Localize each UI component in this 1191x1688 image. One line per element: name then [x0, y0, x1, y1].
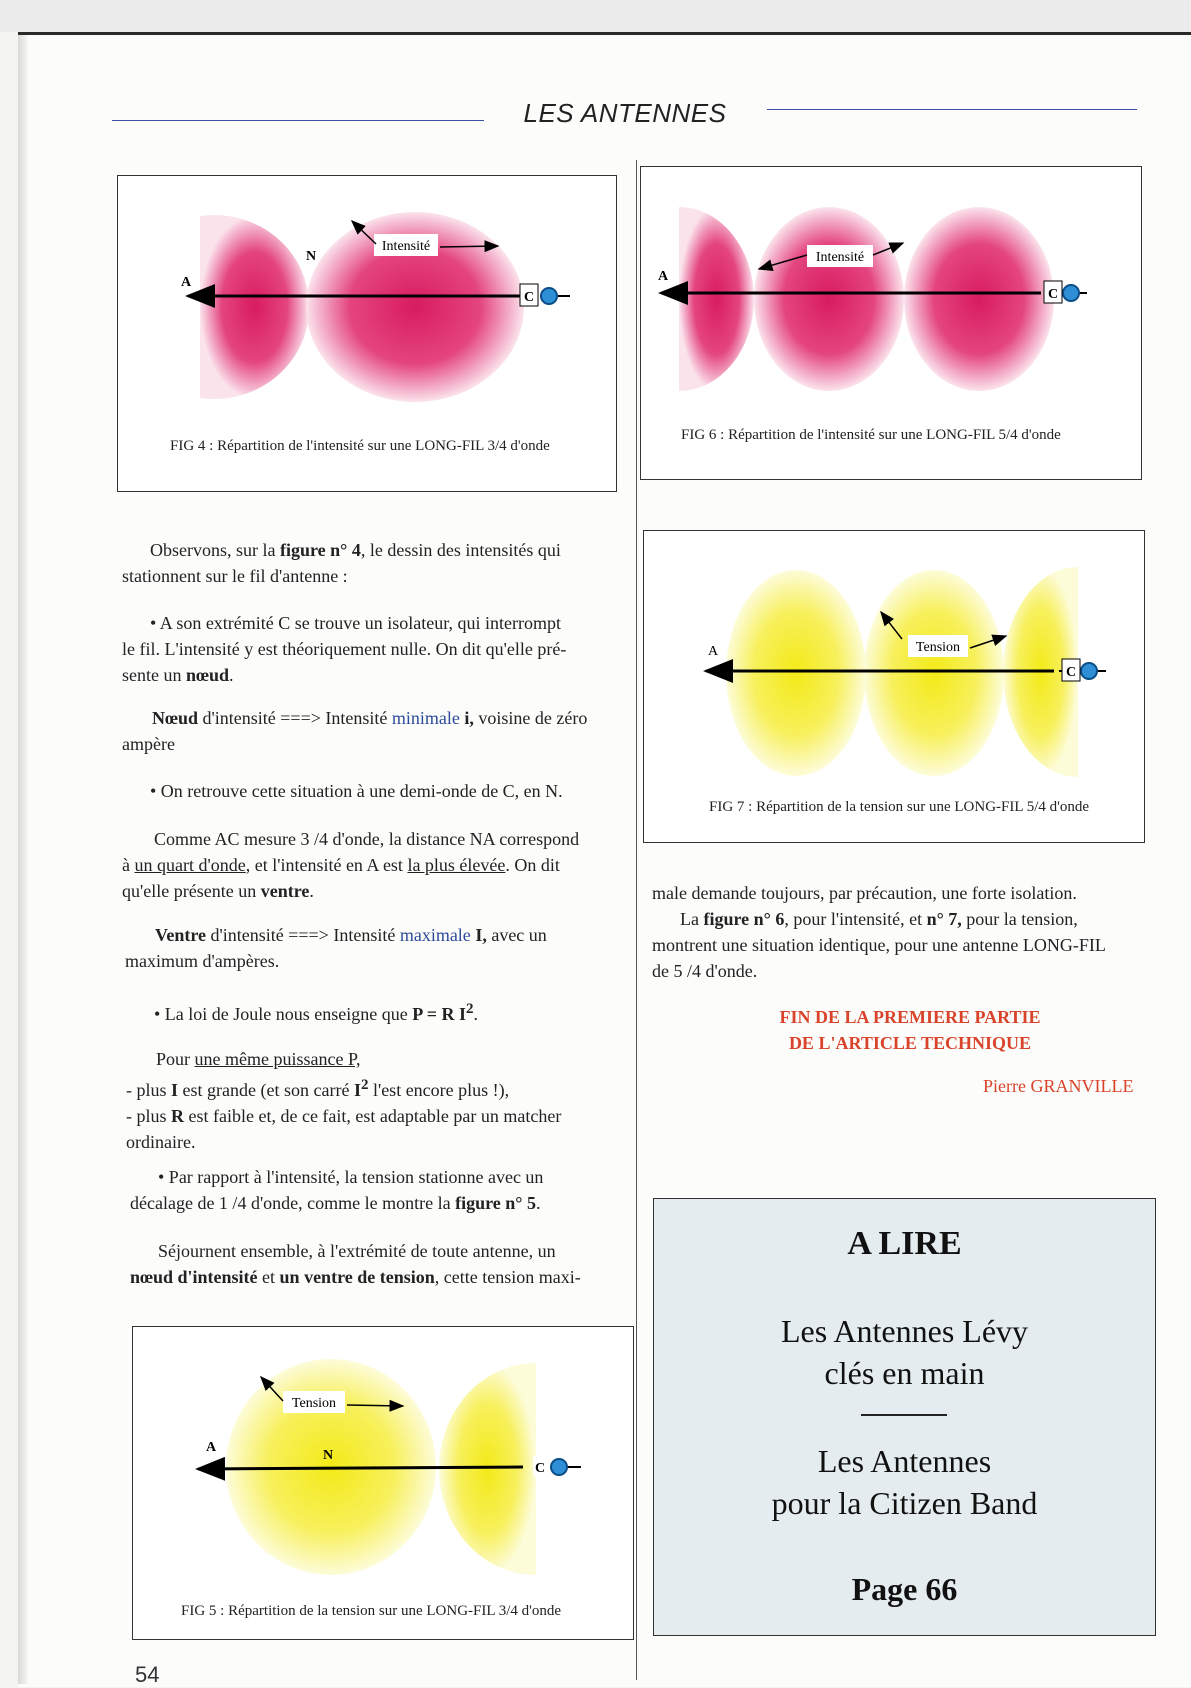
tension-lobe: [726, 570, 866, 776]
insulator-icon: [1081, 663, 1097, 679]
text: - plus: [126, 1080, 171, 1100]
paragraph-demi-onde: • On retrouve cette situation à une demi-onde de C, en N.: [150, 781, 563, 801]
text: , pour l'intensité, et: [784, 909, 927, 929]
text: pour la tension,: [961, 909, 1078, 929]
text-bold: R: [171, 1106, 184, 1126]
text: .: [536, 1193, 541, 1213]
text-blue: maximale: [399, 925, 471, 945]
figure-5: [132, 1326, 634, 1640]
paragraph-loi-joule: [154, 996, 634, 1027]
text: montrent une situation identique, pour une antenne LONG-FIL: [652, 935, 1106, 955]
text: .: [309, 881, 314, 901]
text-bold: I: [171, 1080, 179, 1100]
figure-5-diagram: [133, 1327, 633, 1639]
text-bold: nœud d'intensité: [130, 1267, 258, 1287]
page-reference[interactable]: Page 66: [851, 1571, 958, 1607]
text: La: [680, 909, 704, 929]
text: décalage de 1 /4 d'onde, comme le montre la: [130, 1193, 456, 1213]
antenna-wire: [198, 1467, 523, 1469]
text: .: [473, 1004, 479, 1024]
text-bold: I,: [470, 925, 487, 945]
text-bold: figure n° 4: [279, 540, 361, 560]
label-c: C: [1047, 287, 1059, 302]
tension-lobe: [864, 570, 1004, 776]
top-band: [0, 0, 1191, 32]
text: • La loi de Joule nous enseigne que: [154, 1004, 413, 1024]
text: voisine de zéro: [473, 708, 588, 728]
page-number: 54: [135, 1662, 160, 1687]
label-c: C: [1065, 665, 1077, 680]
text: . On dit: [505, 855, 560, 875]
paragraph-sejournent: [130, 1238, 640, 1290]
intensity-lobe: [904, 207, 1054, 391]
text: ordinaire.: [126, 1132, 196, 1152]
text: Comme AC mesure 3 /4 d'onde, la distance NA correspond: [154, 829, 580, 849]
text: .: [229, 665, 234, 685]
text: avec un: [486, 925, 547, 945]
text-bold: Nœud: [152, 708, 199, 728]
insulator-icon: [551, 1459, 567, 1475]
sidebar-title: A LIRE: [847, 1225, 962, 1262]
text-bold: i,: [459, 708, 474, 728]
arrow-right: [440, 246, 498, 247]
superscript: 2: [360, 1077, 369, 1093]
text: qu'elle présente un: [122, 881, 261, 901]
text: • A son extrémité C se trouve un isolateur, qui interrompt: [150, 613, 562, 633]
text-bold: ventre: [260, 881, 310, 901]
figure-5-caption: FIG 5 : Répartition de la tension sur une LONG-FIL 3/4 d'onde: [181, 1603, 562, 1619]
text: maximum d'ampères.: [125, 951, 280, 971]
paragraph-ventre-intensite: [125, 922, 635, 974]
text: Observons, sur la: [150, 540, 280, 560]
end-notice-line: DE L'ARTICLE TECHNIQUE: [788, 1033, 1032, 1053]
superscript: 2: [466, 1001, 474, 1017]
figure-6: [640, 166, 1142, 480]
book-1-title-line-2[interactable]: clés en main: [824, 1355, 985, 1391]
intensity-lobe: [679, 207, 754, 391]
book-1-title-line-1[interactable]: Les Antennes Lévy: [780, 1313, 1029, 1349]
text: l'est encore plus !),: [368, 1080, 510, 1100]
book-2-title-line-2[interactable]: pour la Citizen Band: [771, 1485, 1038, 1521]
paragraph-noeud-intensite: [122, 705, 622, 757]
end-of-part-notice: [690, 1004, 1130, 1056]
text: sente un: [122, 665, 186, 685]
text-blue: minimale: [391, 708, 460, 728]
column-divider: [636, 160, 637, 1680]
end-notice-line: FIN DE LA PREMIERE PARTIE: [779, 1007, 1041, 1027]
binding-shadow: [18, 35, 28, 1684]
text: le fil. L'intensité y est théoriquement nulle. On dit qu'elle pré-: [122, 639, 567, 659]
text-underlined: une même puissance P,: [194, 1049, 361, 1069]
label-a: A: [658, 269, 669, 284]
text: , le dessin des intensités qui: [360, 540, 561, 560]
text: d'intensité ===> Intensité: [198, 708, 392, 728]
insulator-icon: [541, 288, 557, 304]
text: , cette tension maxi-: [434, 1267, 581, 1287]
paragraph-comme-ac: [122, 826, 632, 904]
sidebar-divider: [861, 1414, 947, 1416]
figure-4: [117, 175, 617, 492]
text-underlined: la plus élevée: [407, 855, 506, 875]
text-underlined: un quart d'onde: [134, 855, 246, 875]
text: - plus: [126, 1106, 171, 1126]
figure-7-diagram: [644, 531, 1144, 842]
text-bold: Ventre: [155, 925, 206, 945]
insulator-icon: [1063, 285, 1079, 301]
text: à: [122, 855, 135, 875]
text-bold: figure n° 6: [703, 909, 785, 929]
text-bold: n° 7,: [926, 909, 962, 929]
book-2-title-line-1[interactable]: Les Antennes: [817, 1443, 992, 1479]
label-n: N: [306, 249, 317, 264]
label-a: A: [181, 275, 192, 290]
text: et: [257, 1267, 280, 1287]
text-bold: figure n° 5: [455, 1193, 536, 1213]
label-a: A: [708, 644, 719, 659]
author-name: Pierre GRANVILLE: [983, 1076, 1134, 1096]
paragraph-meme-puissance: [126, 1046, 636, 1155]
label-c: C: [534, 1461, 546, 1476]
intensity-lobe: [754, 207, 904, 391]
text: male demande toujours, par précaution, une forte isolation.: [652, 883, 1077, 903]
figure-6-caption: FIG 6 : Répartition de l'intensité sur une LONG-FIL 5/4 d'onde: [681, 427, 1061, 443]
text: est faible et, de ce fait, est adaptable par un matcher: [184, 1106, 562, 1126]
arrow-label: Tension: [915, 640, 961, 655]
figure-4-caption: FIG 4 : Répartition de l'intensité sur une LONG-FIL 3/4 d'onde: [170, 438, 550, 454]
page-header-title: LES ANTENNES: [523, 98, 727, 128]
text: Séjournent ensemble, à l'extrémité de toute antenne, un: [158, 1241, 556, 1261]
arrow-label: Intensité: [815, 250, 865, 265]
paragraph-rapport-intensite: [130, 1164, 640, 1216]
text: de 5 /4 d'onde.: [652, 961, 758, 981]
tension-lobe: [439, 1363, 536, 1575]
text: ampère: [122, 734, 175, 754]
label-c: C: [523, 290, 535, 305]
label-a: A: [206, 1440, 217, 1455]
label-n: N: [323, 1448, 334, 1463]
paragraph-right-column: [652, 880, 1162, 984]
text: est grande (et son carré: [178, 1080, 354, 1100]
text: d'intensité ===> Intensité: [206, 925, 400, 945]
text-bold: un ventre de tension: [279, 1267, 435, 1287]
arrow-right: [347, 1405, 403, 1406]
arrow-label: Tension: [291, 1396, 337, 1411]
header-rule-right: [767, 109, 1137, 110]
text-bold: P = R I: [412, 1004, 467, 1024]
intensity-lobe: [200, 215, 309, 399]
arrow-label: Intensité: [381, 239, 431, 254]
paragraph-extremite: [122, 610, 622, 688]
figure-7-caption: FIG 7 : Répartition de la tension sur une LONG-FIL 5/4 d'onde: [709, 799, 1090, 815]
text: • Par rapport à l'intensité, la tension stationne avec un: [158, 1167, 544, 1187]
text: , et l'intensité en A est: [245, 855, 408, 875]
text-bold: nœud: [185, 665, 230, 685]
figure-7: [643, 530, 1145, 843]
paragraph-observons: [122, 537, 622, 589]
text-bold: I: [353, 1080, 361, 1100]
text: Pour: [156, 1049, 195, 1069]
reading-sidebar: [653, 1198, 1156, 1636]
header-rule-left: [112, 120, 484, 121]
text: stationnent sur le fil d'antenne :: [122, 566, 348, 586]
